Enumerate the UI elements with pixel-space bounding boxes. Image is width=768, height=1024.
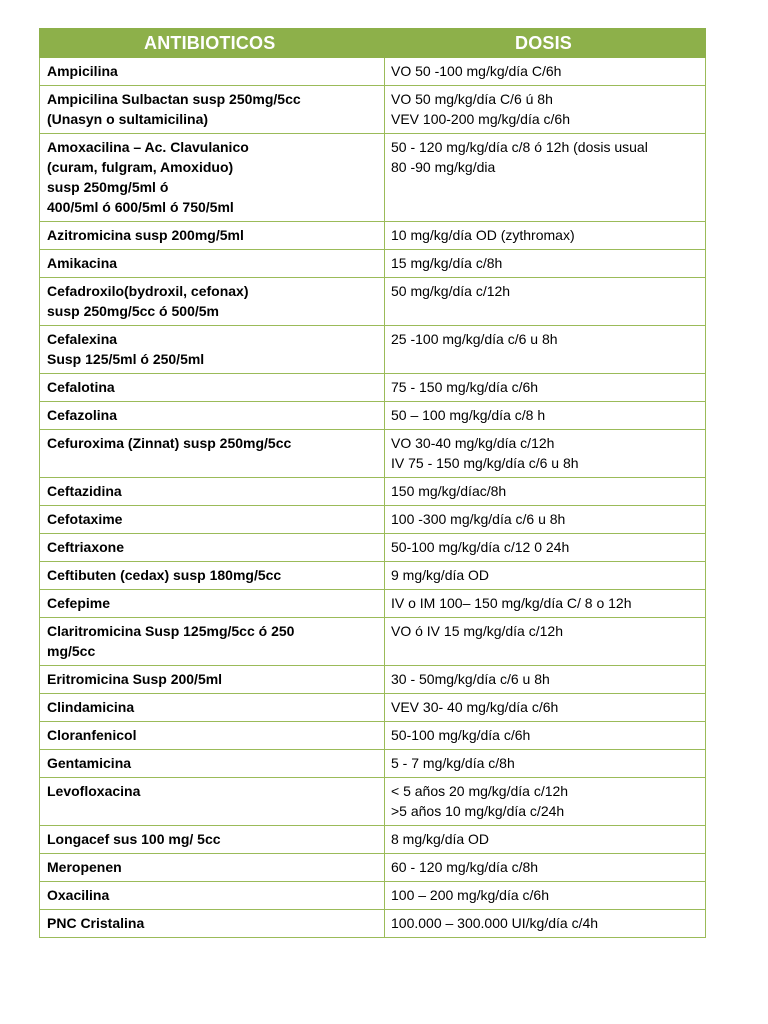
- dose-cell: 50 mg/kg/día c/12h: [385, 278, 706, 326]
- table-row: [40, 854, 706, 882]
- table-row: [40, 562, 706, 590]
- dose-cell: VO ó IV 15 mg/kg/día c/12h: [385, 618, 706, 666]
- antibiotic-name-cell: Claritromicina Susp 125mg/5cc ó 250 mg/5cc: [40, 618, 385, 666]
- dose-cell: VEV 30- 40 mg/kg/día c/6h: [385, 694, 706, 722]
- antibiotic-name-cell: Cefalexina Susp 125/5ml ó 250/5ml: [40, 326, 385, 374]
- table-row: [40, 326, 706, 374]
- dose-cell: VO 50 mg/kg/día C/6 ú 8h VEV 100-200 mg/kg/día c/6h: [385, 86, 706, 134]
- dose-cell: 15 mg/kg/día c/8h: [385, 250, 706, 278]
- table-body: [40, 58, 706, 938]
- table-row: [40, 666, 706, 694]
- antibiotic-name-cell: Ampicilina Sulbactan susp 250mg/5cc (Unasyn o sultamicilina): [40, 86, 385, 134]
- antibiotic-name-cell: PNC Cristalina: [40, 910, 385, 938]
- antibiotic-name-cell: Oxacilina: [40, 882, 385, 910]
- dose-cell: 10 mg/kg/día OD (zythromax): [385, 222, 706, 250]
- header-dosis: DOSIS: [385, 29, 706, 58]
- dose-cell: IV o IM 100– 150 mg/kg/día C/ 8 o 12h: [385, 590, 706, 618]
- table-row: [40, 134, 706, 222]
- antibiotic-name-cell: Gentamicina: [40, 750, 385, 778]
- antibiotic-name-cell: Cefazolina: [40, 402, 385, 430]
- antibiotic-name-cell: Cefepime: [40, 590, 385, 618]
- dose-cell: 100 -300 mg/kg/día c/6 u 8h: [385, 506, 706, 534]
- antibiotic-name-cell: Ceftibuten (cedax) susp 180mg/5cc: [40, 562, 385, 590]
- dose-cell: 30 - 50mg/kg/día c/6 u 8h: [385, 666, 706, 694]
- antibiotic-name-cell: Clindamicina: [40, 694, 385, 722]
- dose-cell: 60 - 120 mg/kg/día c/8h: [385, 854, 706, 882]
- dose-cell: 8 mg/kg/día OD: [385, 826, 706, 854]
- dose-cell: 25 -100 mg/kg/día c/6 u 8h: [385, 326, 706, 374]
- antibiotic-name-cell: Amikacina: [40, 250, 385, 278]
- antibiotic-name-cell: Meropenen: [40, 854, 385, 882]
- header-antibioticos: ANTIBIOTICOS: [40, 29, 385, 58]
- table-row: [40, 722, 706, 750]
- dose-cell: < 5 años 20 mg/kg/día c/12h >5 años 10 mg/kg/día c/24h: [385, 778, 706, 826]
- table-row: [40, 590, 706, 618]
- table-row: [40, 58, 706, 86]
- antibiotic-name-cell: Cloranfenicol: [40, 722, 385, 750]
- antibiotic-name-cell: Azitromicina susp 200mg/5ml: [40, 222, 385, 250]
- dose-cell: 100.000 – 300.000 UI/kg/día c/4h: [385, 910, 706, 938]
- dose-cell: 150 mg/kg/díac/8h: [385, 478, 706, 506]
- antibiotic-name-cell: Levofloxacina: [40, 778, 385, 826]
- table-row: [40, 250, 706, 278]
- dose-cell: 100 – 200 mg/kg/día c/6h: [385, 882, 706, 910]
- dose-cell: 9 mg/kg/día OD: [385, 562, 706, 590]
- antibiotic-name-cell: Eritromicina Susp 200/5ml: [40, 666, 385, 694]
- antibiotic-name-cell: Cefalotina: [40, 374, 385, 402]
- table-row: [40, 506, 706, 534]
- dose-cell: VO 30-40 mg/kg/día c/12h IV 75 - 150 mg/kg/día c/6 u 8h: [385, 430, 706, 478]
- dose-cell: 5 - 7 mg/kg/día c/8h: [385, 750, 706, 778]
- table-row: [40, 534, 706, 562]
- antibiotic-name-cell: Amoxacilina – Ac. Clavulanico (curam, fulgram, Amoxiduo) susp 250mg/5ml ó 400/5ml ó 600/5ml ó 750/5ml: [40, 134, 385, 222]
- antibiotic-name-cell: Longacef sus 100 mg/ 5cc: [40, 826, 385, 854]
- table-header-row: [40, 29, 706, 58]
- table-row: [40, 618, 706, 666]
- table-row: [40, 778, 706, 826]
- dose-cell: 50-100 mg/kg/día c/6h: [385, 722, 706, 750]
- antibiotic-name-cell: Ceftazidina: [40, 478, 385, 506]
- antibiotic-name-cell: Cefadroxilo(bydroxil, cefonax) susp 250mg/5cc ó 500/5m: [40, 278, 385, 326]
- table-row: [40, 882, 706, 910]
- antibiotic-name-cell: Cefotaxime: [40, 506, 385, 534]
- dose-cell: 50 - 120 mg/kg/día c/8 ó 12h (dosis usual 80 -90 mg/kg/dia: [385, 134, 706, 222]
- dose-cell: 50-100 mg/kg/día c/12 0 24h: [385, 534, 706, 562]
- table-row: [40, 222, 706, 250]
- dose-cell: 75 - 150 mg/kg/día c/6h: [385, 374, 706, 402]
- antibiotic-name-cell: Ceftriaxone: [40, 534, 385, 562]
- dose-cell: 50 – 100 mg/kg/día c/8 h: [385, 402, 706, 430]
- antibiotic-dosage-table: [39, 28, 706, 938]
- table-row: [40, 374, 706, 402]
- table-row: [40, 910, 706, 938]
- table-row: [40, 430, 706, 478]
- table-row: [40, 750, 706, 778]
- antibiotic-name-cell: Cefuroxima (Zinnat) susp 250mg/5cc: [40, 430, 385, 478]
- table-row: [40, 478, 706, 506]
- table-row: [40, 694, 706, 722]
- table-row: [40, 402, 706, 430]
- table-row: [40, 278, 706, 326]
- dose-cell: VO 50 -100 mg/kg/día C/6h: [385, 58, 706, 86]
- table-row: [40, 86, 706, 134]
- antibiotic-name-cell: Ampicilina: [40, 58, 385, 86]
- table-row: [40, 826, 706, 854]
